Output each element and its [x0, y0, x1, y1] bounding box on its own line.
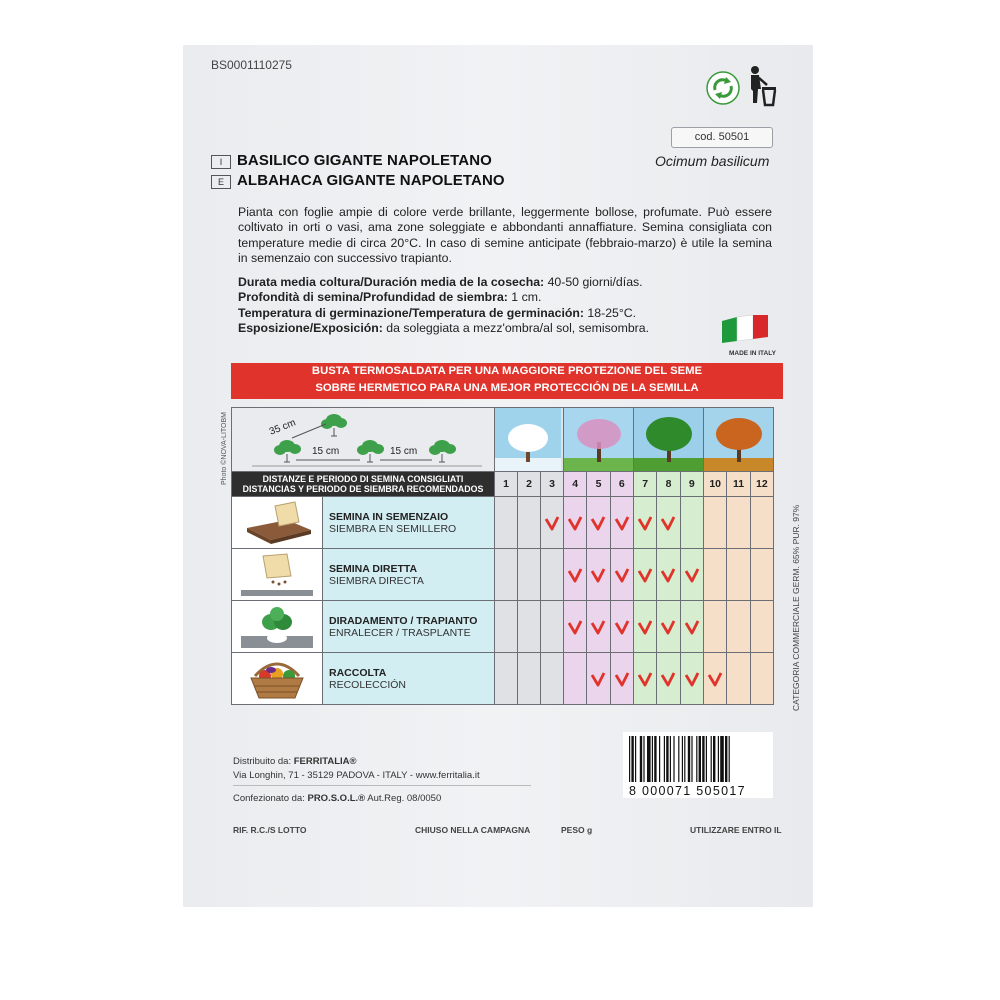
seedbed-icon [237, 500, 317, 546]
month-cell [634, 653, 657, 705]
banner-line-it: BUSTA TERMOSALDATA PER UNA MAGGIORE PROTEZIONE DEL SEME [311, 365, 703, 377]
checkmark-icon [684, 619, 700, 635]
month-cell [680, 497, 703, 549]
litter-bin-icon [745, 65, 779, 107]
spec-row: Temperatura di germinazione/Temperatura de germinación: 18-25°C. [238, 305, 637, 320]
checkmark-icon [614, 515, 630, 531]
distance-diagram [232, 408, 495, 472]
divider [233, 785, 531, 786]
month-cell [634, 549, 657, 601]
lang-tag-es: E [211, 175, 231, 189]
distance-15-a: 15 cm [312, 446, 340, 457]
spec-row: Profondità di semina/Profundidad de siembra: 1 cm. [238, 290, 542, 305]
row-label [323, 497, 495, 549]
spring-illustration [564, 408, 634, 472]
row-label-es: SIEMBRA DIRECTA [329, 574, 424, 587]
checkmark-icon [637, 515, 653, 531]
distance-15-b: 15 cm [390, 446, 418, 457]
row-label-es: RECOLECCIÓN [329, 678, 407, 691]
packed-label: Confezionato da: [233, 793, 308, 804]
month-cell [495, 601, 518, 653]
row-label-it: SEMINA IN SEMENZAIO [329, 510, 449, 523]
winter-illustration [495, 408, 564, 472]
month-cell [680, 549, 703, 601]
packed-reg: Aut.Reg. 08/0050 [365, 793, 442, 804]
checkmark-icon [660, 671, 676, 687]
row-icon-cell [232, 549, 323, 601]
checkmark-icon [590, 567, 606, 583]
checkmark-icon [590, 671, 606, 687]
month-header: 2 [518, 472, 541, 497]
checkmark-icon [590, 515, 606, 531]
month-header: 5 [587, 472, 610, 497]
month-cell [518, 653, 541, 705]
checkmark-icon [567, 567, 583, 583]
month-cell [564, 549, 587, 601]
weight-label: PESO g [561, 825, 593, 835]
month-cell [541, 497, 564, 549]
month-cell [587, 653, 610, 705]
calendar-row [232, 549, 774, 601]
month-cell [704, 549, 727, 601]
month-cell [495, 653, 518, 705]
photo-credit: Photo ©NOVA-LITOBM [221, 412, 228, 485]
winter-tree-icon [495, 408, 561, 471]
dist-label-it: DISTANZE E PERIODO DI SEMINA CONSIGLIATI [262, 473, 464, 484]
spec-row: Durata media coltura/Duración media de la cosecha: 40-50 giorni/días. [238, 275, 643, 289]
product-code: cod. 50501 [671, 127, 773, 148]
direct-sowing-icon [237, 552, 317, 598]
month-cell [518, 601, 541, 653]
packet-id: BS0001110275 [211, 58, 292, 72]
plant-spacing-icon [232, 408, 492, 471]
month-cell [541, 549, 564, 601]
month-cell [657, 549, 680, 601]
month-header: 1 [495, 472, 518, 497]
description: Pianta con foglie ampie di colore verde brillante, leggermente bollose, profumate. Può essere coltivato in orti o vasi, ama zone soleggiate e abbondanti annaffiature. Semina consigliata con temperature medie di circa 20°C. In caso di semine anticipate (febbraio-marzo) è utile la semina in semenzaio con successivo trapianto. [238, 205, 772, 266]
month-cell [587, 549, 610, 601]
month-cell [750, 653, 773, 705]
autumn-tree-icon [704, 408, 773, 471]
banner-line-es: SOBRE HERMETICO PARA UNA MEJOR PROTECCIÓN DE LA SEMILLA [315, 382, 699, 394]
summer-illustration [634, 408, 704, 472]
month-cell [657, 601, 680, 653]
checkmark-icon [684, 567, 700, 583]
row-label [323, 653, 495, 705]
checkmark-icon [660, 619, 676, 635]
checkmark-icon [614, 671, 630, 687]
month-header: 6 [610, 472, 633, 497]
row-icon-cell [232, 653, 323, 705]
title-spanish: ALBAHACA GIGANTE NAPOLETANO [237, 172, 505, 189]
made-in-italy: MADE IN ITALY [729, 350, 776, 357]
checkmark-icon [544, 515, 560, 531]
checkmark-icon [660, 515, 676, 531]
row-label-it: SEMINA DIRETTA [329, 562, 418, 575]
month-cell [564, 653, 587, 705]
month-cell [727, 549, 750, 601]
specs-list [238, 275, 778, 337]
checkmark-icon [637, 567, 653, 583]
month-cell [704, 601, 727, 653]
month-cell [610, 497, 633, 549]
lot-label: RIF. R.C./S LOTTO [233, 825, 307, 835]
month-cell [657, 497, 680, 549]
month-cell [704, 653, 727, 705]
month-cell [610, 549, 633, 601]
spec-row: Esposizione/Exposición: da soleggiata a mezz'ombra/al sol, semisombra. [238, 321, 650, 336]
distributor-block [233, 755, 531, 806]
month-header: 9 [680, 472, 703, 497]
distributor-address: Via Longhin, 71 - 35129 PADOVA - ITALY - www.ferritalia.it [233, 770, 480, 781]
month-cell [518, 497, 541, 549]
month-header: 4 [564, 472, 587, 497]
sowing-calendar [231, 407, 774, 705]
month-cell [610, 601, 633, 653]
month-cell [727, 653, 750, 705]
lang-tag-it: I [211, 155, 231, 169]
transplant-icon [237, 604, 317, 650]
row-icon-cell [232, 497, 323, 549]
month-cell [564, 497, 587, 549]
month-cell [587, 497, 610, 549]
row-label-es: SIEMBRA EN SEMILLERO [329, 522, 457, 535]
month-cell [727, 601, 750, 653]
calendar-body [232, 497, 774, 705]
month-header: 8 [657, 472, 680, 497]
dist-label-es: DISTANCIAS Y PERIODO DE SIEMBRA RECOMENDADOS [242, 484, 484, 494]
checkmark-icon [707, 671, 723, 687]
barcode-icon [623, 736, 773, 788]
packed-name: PRO.S.O.L.® [307, 793, 366, 804]
seed-packet-back [183, 45, 813, 907]
month-header: 7 [634, 472, 657, 497]
month-header: 11 [727, 472, 750, 497]
checkmark-icon [684, 671, 700, 687]
row-label [323, 549, 495, 601]
distance-label [232, 472, 495, 497]
month-cell [680, 601, 703, 653]
calendar-row [232, 653, 774, 705]
month-header: 12 [750, 472, 773, 497]
recycle-icon [705, 70, 741, 106]
month-cell [704, 497, 727, 549]
italian-flag-icon [720, 313, 770, 345]
distributor-label: Distribuito da: [233, 756, 294, 767]
month-cell [750, 549, 773, 601]
checkmark-icon [567, 515, 583, 531]
calendar-row [232, 601, 774, 653]
row-icon-cell [232, 601, 323, 653]
checkmark-icon [637, 671, 653, 687]
row-label-it: RACCOLTA [329, 666, 387, 679]
checkmark-icon [637, 619, 653, 635]
month-cell [610, 653, 633, 705]
month-cell [750, 601, 773, 653]
category-vertical-text: CATEGORIA COMMERCIALE GERM. 65% PUR. 97% [791, 504, 801, 711]
checkmark-icon [567, 619, 583, 635]
checkmark-icon [614, 567, 630, 583]
month-cell [518, 549, 541, 601]
harvest-basket-icon [237, 656, 317, 702]
distance-35: 35 cm [267, 417, 298, 438]
autumn-illustration [704, 408, 774, 472]
checkmark-icon [614, 619, 630, 635]
distributor-name: FERRITALIA® [293, 756, 357, 767]
month-cell [750, 497, 773, 549]
checkmark-icon [590, 619, 606, 635]
month-cell [727, 497, 750, 549]
row-label-it: DIRADAMENTO / TRAPIANTO [329, 614, 478, 627]
month-cell [564, 601, 587, 653]
summer-tree-icon [634, 408, 703, 471]
month-cell [495, 549, 518, 601]
month-cell [657, 653, 680, 705]
barcode-number: 8 000071 505017 [629, 784, 746, 798]
checkmark-icon [660, 567, 676, 583]
month-cell [541, 653, 564, 705]
row-label-es: ENRALECER / TRASPLANTE [329, 626, 471, 639]
month-cell [634, 601, 657, 653]
month-header: 10 [704, 472, 727, 497]
month-cell [541, 601, 564, 653]
row-label [323, 601, 495, 653]
month-cell [680, 653, 703, 705]
month-cell [634, 497, 657, 549]
protection-banner [231, 363, 783, 399]
spring-tree-icon [564, 408, 633, 471]
month-cell [495, 497, 518, 549]
closed-label: CHIUSO NELLA CAMPAGNA [415, 825, 531, 835]
use-by-label: UTILIZZARE ENTRO IL [690, 825, 782, 835]
title-italian: BASILICO GIGANTE NAPOLETANO [237, 152, 492, 169]
calendar-row [232, 497, 774, 549]
month-cell [587, 601, 610, 653]
latin-name: Ocimum basilicum [655, 153, 770, 169]
month-header: 3 [541, 472, 564, 497]
